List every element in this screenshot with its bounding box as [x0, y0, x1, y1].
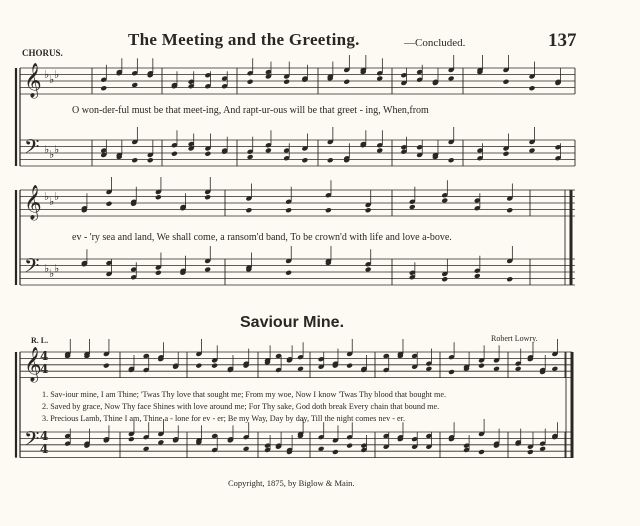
- chorus-label: CHORUS.: [22, 48, 63, 58]
- flat-icon: ♭: [54, 68, 60, 81]
- concluded-note: —Concluded.: [404, 37, 466, 49]
- copyright: Copyright, 1875, by Biglow & Main.: [228, 478, 355, 488]
- note-head: [365, 267, 372, 273]
- note-head: [332, 449, 339, 455]
- composer-credit: Robert Lowry.: [491, 334, 538, 343]
- note-head: [247, 79, 254, 85]
- author-initials: R. L.: [31, 336, 49, 345]
- note-head: [346, 443, 353, 449]
- note-head: [409, 204, 416, 210]
- flat-icon: ♭: [49, 148, 55, 161]
- note-head: [529, 85, 536, 91]
- note-head: [211, 363, 218, 369]
- note-head: [441, 198, 448, 204]
- time-signature-bottom: 4: [40, 442, 49, 456]
- verse-1: 1. Sav-iour mine, I am Thine; 'Twas Thy love that sought me; From my woe, Now I know 'Twas Thy blood that bought me.: [42, 390, 447, 399]
- note-head: [506, 207, 513, 213]
- bass-clef-icon: 𝄢: [24, 135, 40, 163]
- note-head: [245, 207, 252, 213]
- note-head: [204, 267, 211, 273]
- note-head: [448, 157, 455, 163]
- note-head: [204, 194, 211, 200]
- note-head: [365, 207, 372, 213]
- hymn-title: The Meeting and the Greeting.: [128, 30, 360, 49]
- note-head: [478, 363, 485, 369]
- note-head: [503, 151, 510, 157]
- bass-clef-icon: 𝄢: [24, 427, 40, 455]
- note-head: [131, 157, 138, 163]
- flat-icon: ♭: [54, 262, 60, 275]
- verse-3: 3. Precious Lamb, Thine I am, Thine a - lone for ev - er; Be my Way, Day by day, Till the night comes nev - er.: [42, 414, 405, 423]
- note-head: [106, 201, 113, 207]
- flat-icon: ♭: [44, 262, 50, 275]
- hymn-title-2: Saviour Mine.: [240, 314, 345, 331]
- note-head: [155, 270, 162, 276]
- flat-icon: ♭: [49, 267, 55, 280]
- note-head: [376, 148, 383, 154]
- note-head: [204, 151, 211, 157]
- note-head: [529, 148, 536, 154]
- note-head: [448, 76, 455, 82]
- treble-clef-icon: 𝄞: [24, 185, 42, 220]
- note-head: [285, 270, 292, 276]
- flat-icon: ♭: [44, 143, 50, 156]
- note-head: [171, 151, 178, 157]
- treble-clef-icon: 𝄞: [24, 347, 42, 382]
- chorus-lyric-line-2: ev - 'ry sea and land, We shall come, a ransom'd band, To be crown'd with life and love a-bove.: [72, 232, 452, 243]
- note-head: [155, 194, 162, 200]
- note-head: [128, 436, 135, 442]
- note-head: [346, 363, 353, 369]
- note-head: [103, 363, 110, 369]
- note-head: [325, 207, 332, 213]
- note-head: [265, 148, 272, 154]
- note-head: [283, 79, 290, 85]
- note-head: [247, 154, 254, 160]
- note-head: [147, 157, 154, 163]
- bass-clef-icon: 𝄢: [24, 254, 40, 282]
- flat-icon: ♭: [54, 143, 60, 156]
- note-head: [327, 157, 334, 163]
- note-head: [343, 79, 350, 85]
- flat-icon: ♭: [49, 73, 55, 86]
- time-signature-top: 4: [40, 349, 49, 363]
- note-head: [131, 82, 138, 88]
- note-head: [301, 157, 308, 163]
- note-head: [448, 369, 455, 375]
- flat-icon: ♭: [49, 195, 55, 208]
- note-head: [503, 79, 510, 85]
- note-head: [441, 276, 448, 282]
- flat-icon: ♭: [54, 190, 60, 203]
- chorus-lyric-line-1: O won-der-ful must be that meet-ing, And rapt-ur-ous will be that greet - ing, When,from: [72, 105, 429, 116]
- note-head: [478, 449, 485, 455]
- note-head: [527, 449, 534, 455]
- note-head: [100, 85, 107, 91]
- note-head: [285, 207, 292, 213]
- verse-2: 2. Saved by grace, Now Thy face Shines with love around me; For Thy sake, God doth break Every chain that bound me.: [42, 402, 440, 411]
- time-signature-top: 4: [40, 429, 49, 443]
- flat-icon: ♭: [44, 190, 50, 203]
- flat-icon: ♭: [44, 68, 50, 81]
- treble-clef-icon: 𝄞: [24, 63, 42, 98]
- note-head: [506, 276, 513, 282]
- page-number: 137: [548, 30, 577, 51]
- note-head: [376, 76, 383, 82]
- note-head: [474, 273, 481, 279]
- note-head: [195, 363, 202, 369]
- time-signature-bottom: 4: [40, 362, 49, 376]
